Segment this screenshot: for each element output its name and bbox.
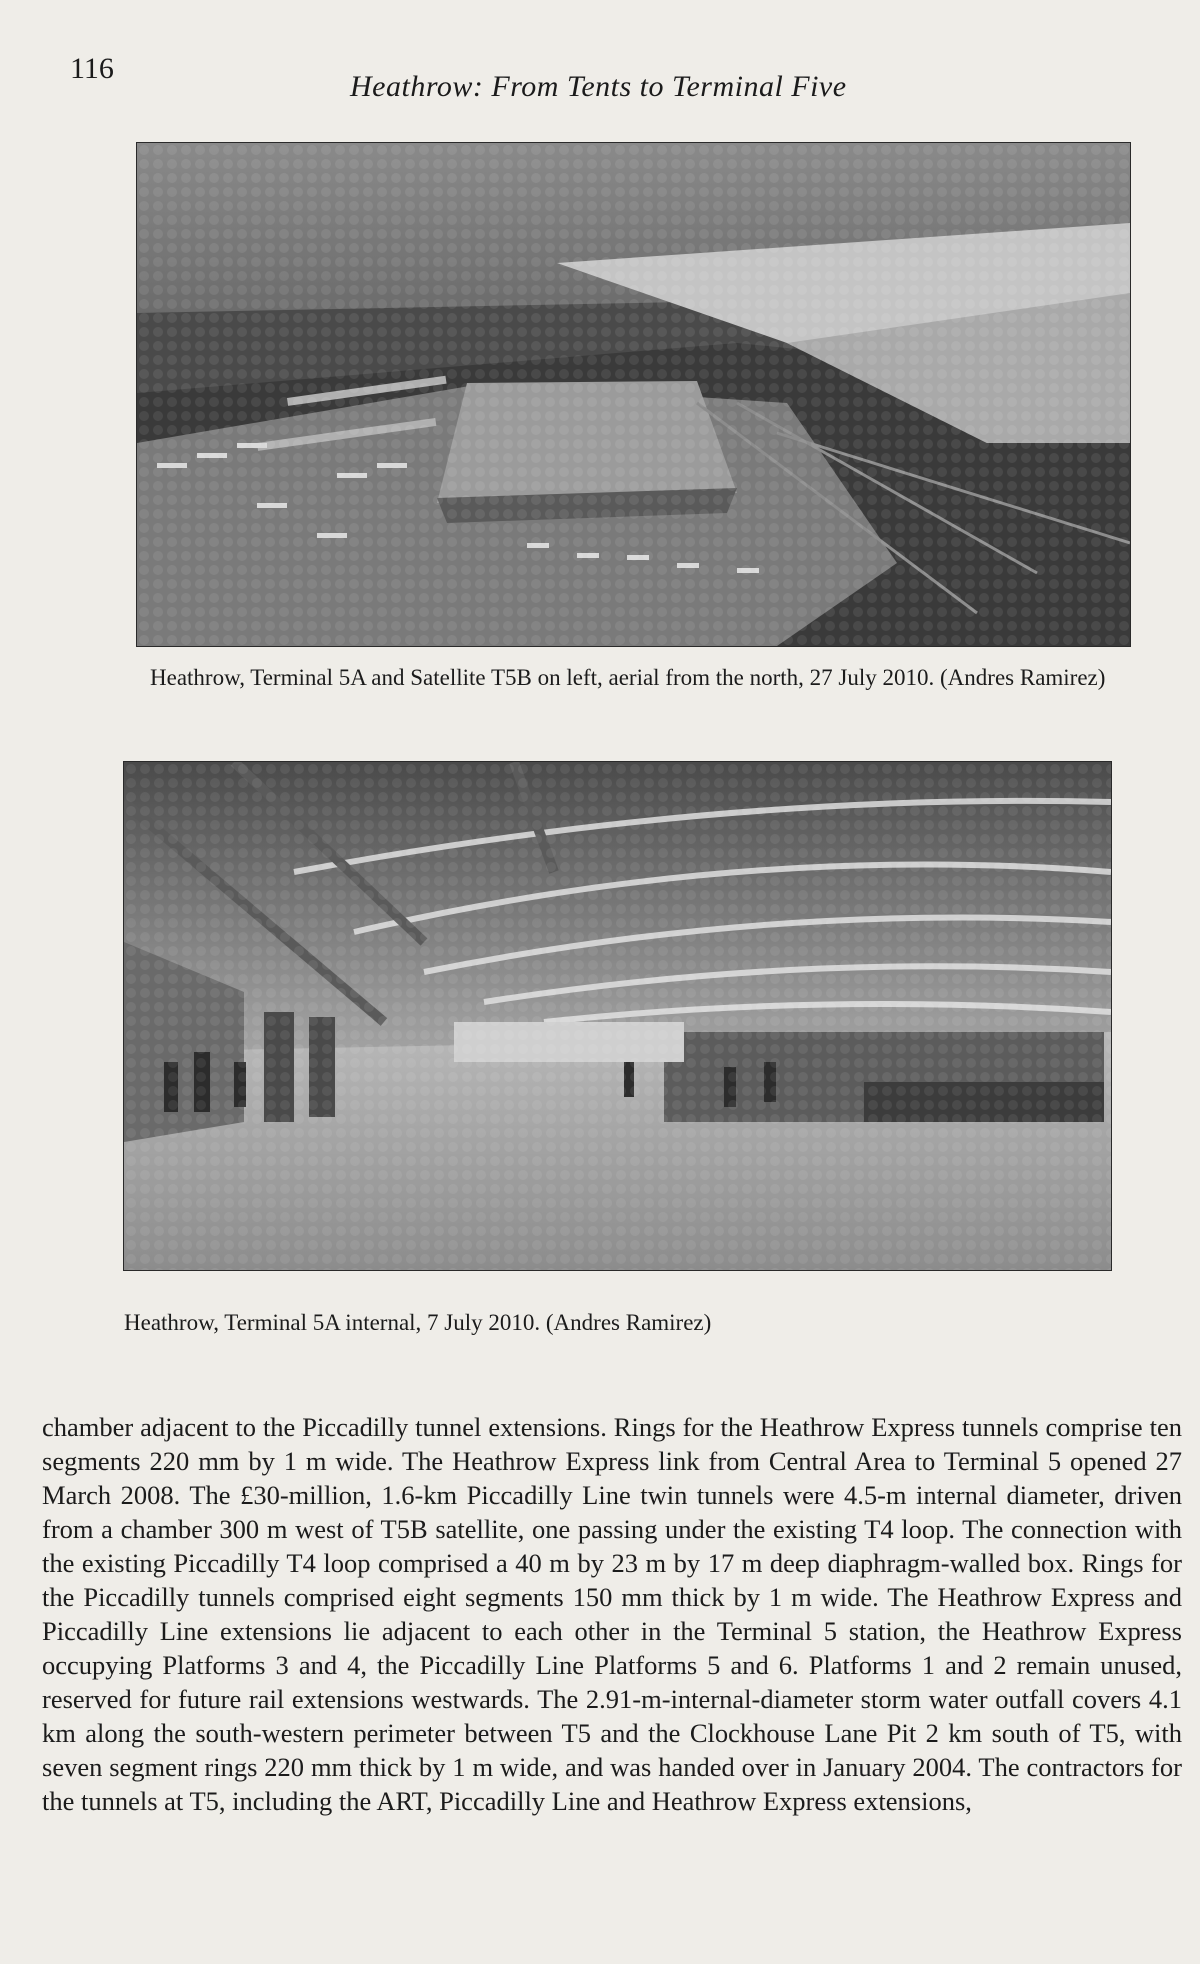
running-head: Heathrow: From Tents to Terminal Five — [350, 70, 847, 103]
figure-1-caption: Heathrow, Terminal 5A and Satellite T5B on left, aerial from the north, 27 July 2010. (Andres Ramirez) — [150, 665, 1106, 690]
interior-photo-terminal-5 — [124, 762, 1111, 1270]
figure-2-caption: Heathrow, Terminal 5A internal, 7 July 2010. (Andres Ramirez) — [124, 1310, 712, 1335]
page-number: 116 — [70, 52, 114, 85]
aerial-photo-terminal-5 — [137, 143, 1130, 646]
body-paragraph: chamber adjacent to the Piccadilly tunnel extensions. Rings for the Heathrow Express tunnels comprise ten segments 220 mm by 1 m wide. The Heathrow Express link from Central Area to Terminal 5 opened 27 March 2008. The £30-million, 1.6-km Piccadilly Line twin tunnels were 4.5-m internal diameter, driven from a chamber 300 m west of T5B satellite, one passing under the existing T4 loop. The connection with the existing Piccadilly T4 loop comprised a 40 m by 23 m by 17 m deep diaphragm-walled box. Rings for the Piccadilly tunnels comprised eight segments 150 mm thick by 1 m wide. The Heathrow Express and Piccadilly Line extensions lie adjacent to each other in the Terminal 5 station, the Heathrow Express occupying Platforms 3 and 4, the Piccadilly Line Platforms 5 and 6. Platforms 1 and 2 remain unused, reserved for future rail extensions westwards. The 2.91-m-internal-diameter storm water outfall covers 4.1 km along the south-western perimeter between T5 and the Clockhouse Lane Pit 2 km south of T5, with seven segment rings 220 mm thick by 1 m wide, and was handed over in January 2004. The contractors for the tunnels at T5, including the ART, Piccadilly Line and Heathrow Express extensions, — [42, 1412, 1182, 1816]
